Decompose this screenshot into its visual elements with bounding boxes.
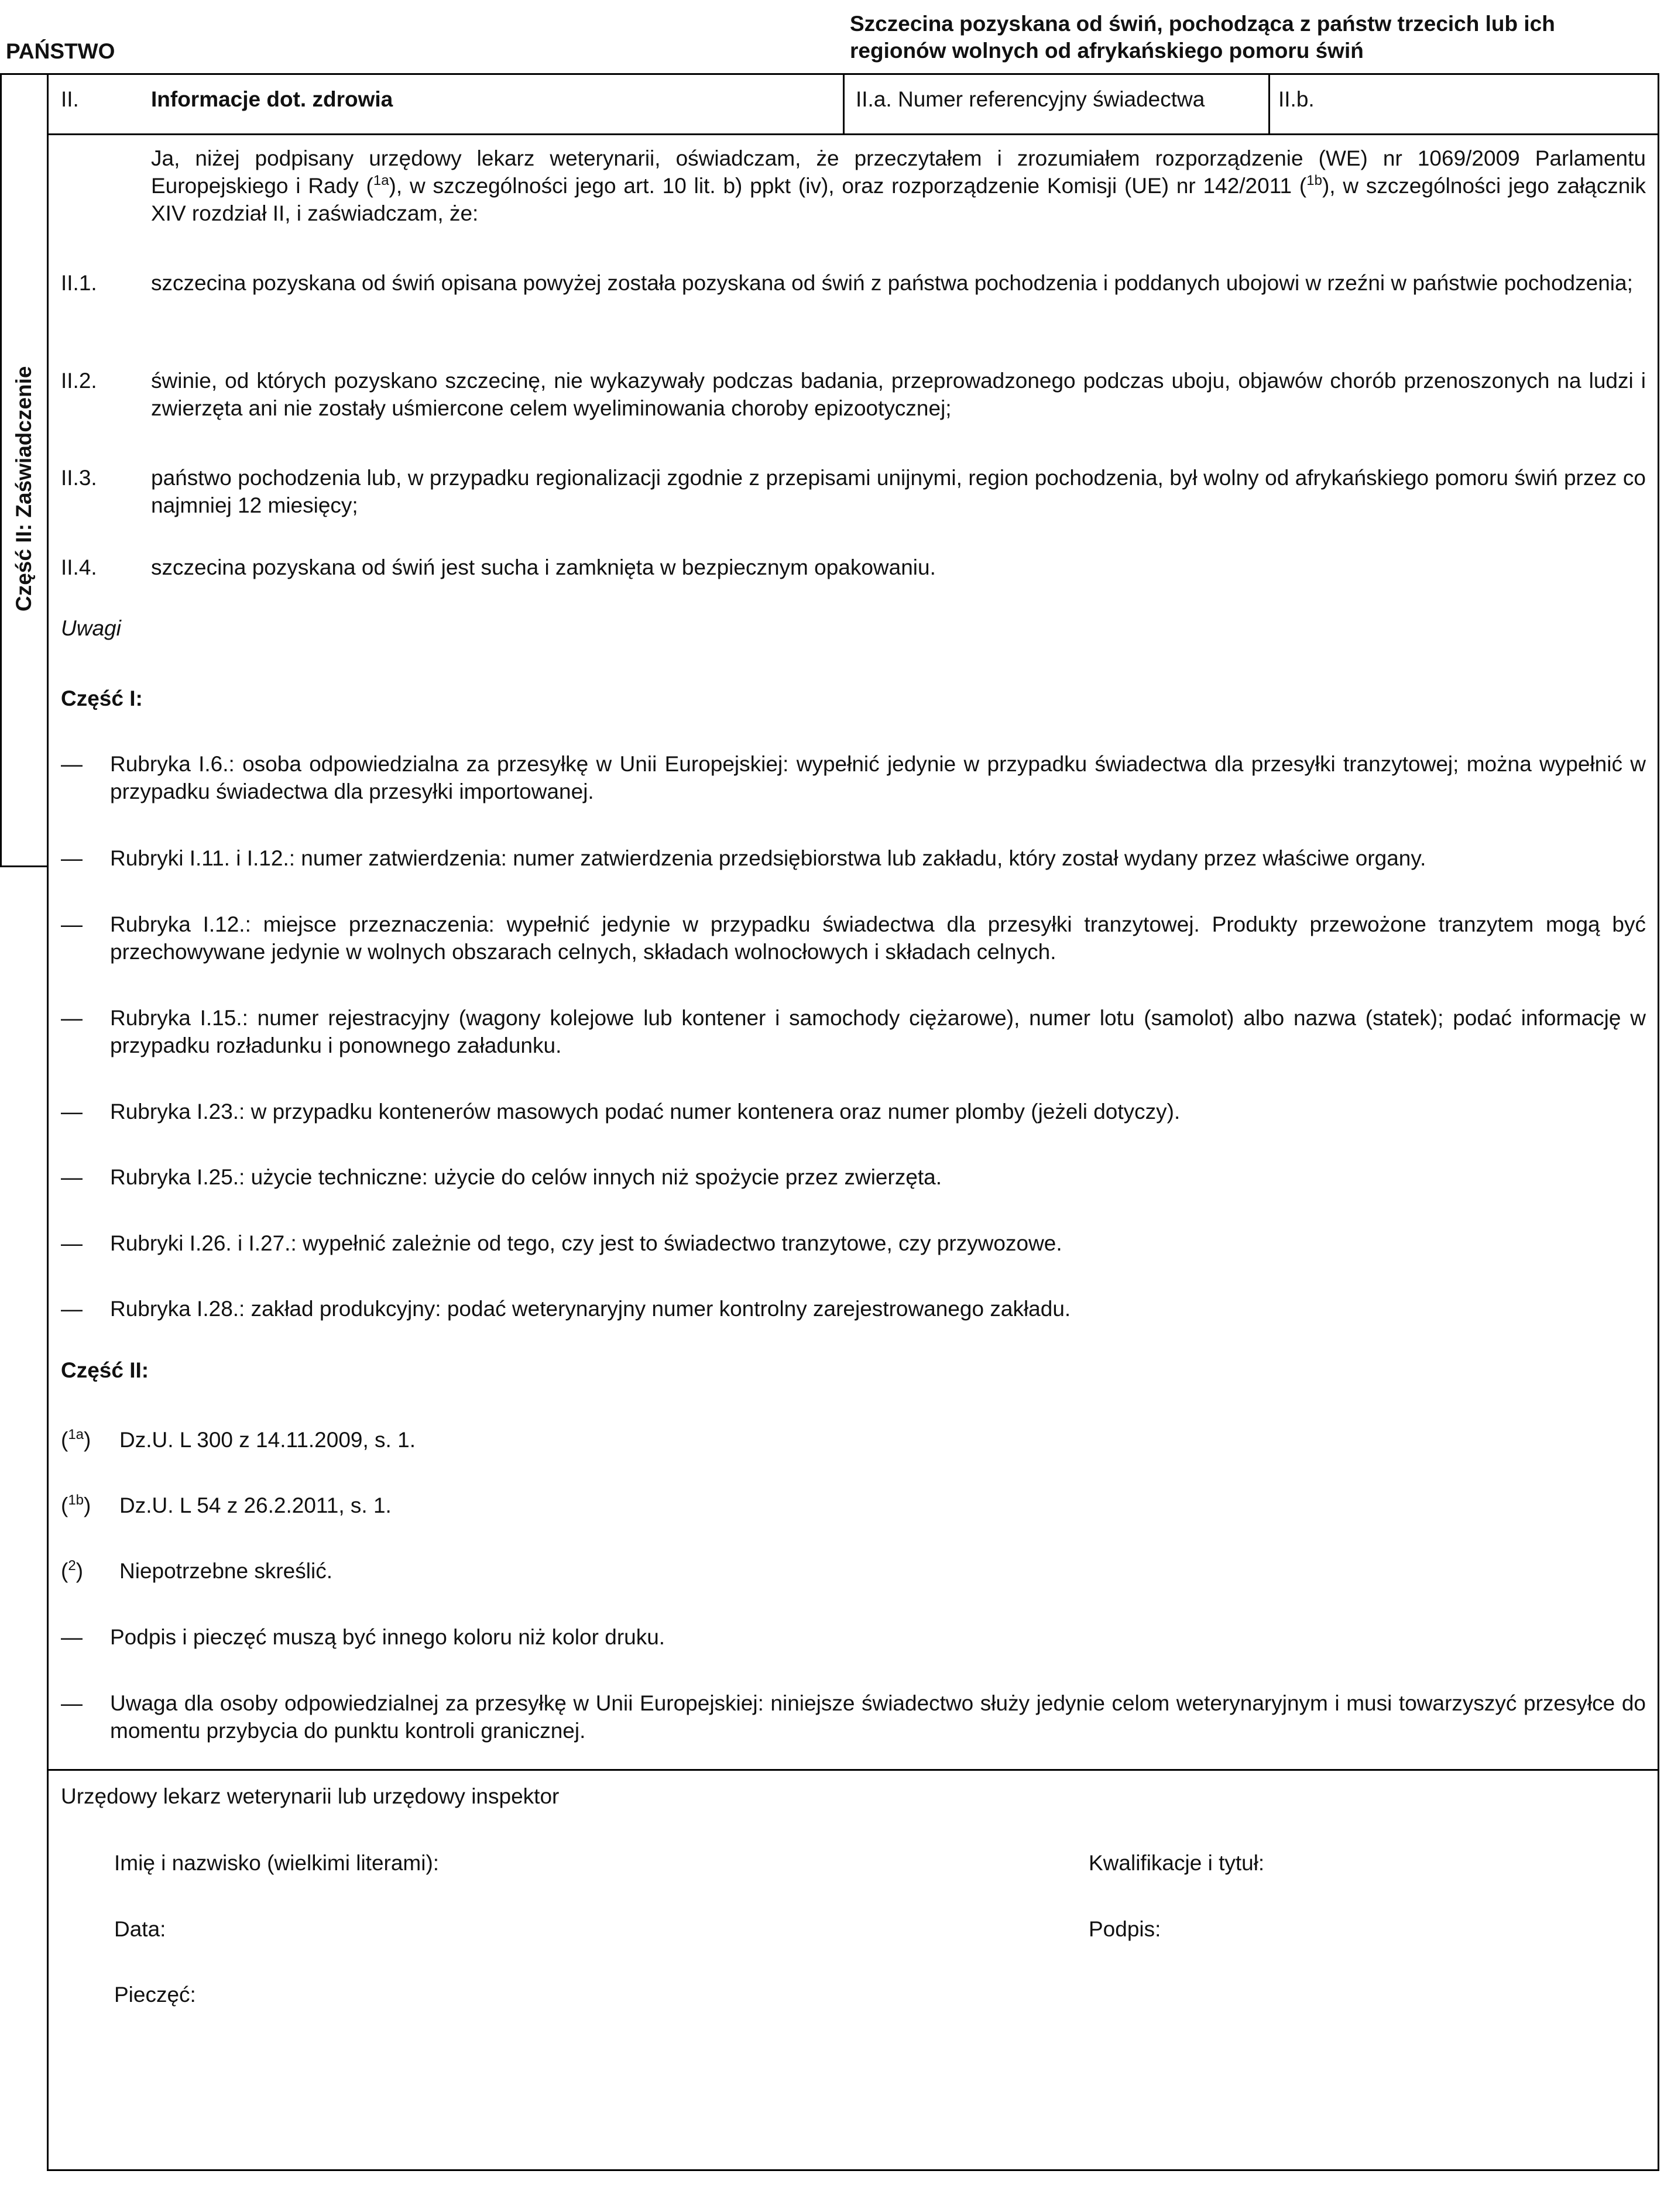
footnote-text: Dz.U. L 300 z 14.11.2009, s. 1. (119, 1428, 416, 1452)
note-item (61, 1004, 1646, 1063)
declaration-intro (151, 145, 1646, 227)
iib-label: II.b. (1278, 87, 1315, 111)
note-item (61, 750, 1646, 809)
footnote-marker: ($^2$) (61, 1558, 84, 1583)
note-text: Rubryka I.23.: w przypadku kontenerów masowych podać numer kontenera oraz numer plomby (jeżeli dotyczy). (110, 1100, 1181, 1124)
part2-heading: Część II: (61, 1358, 149, 1382)
inner-left-border (47, 73, 49, 2171)
item-number: II.3. (61, 466, 97, 490)
footnote-ref-1a: 1a (373, 173, 389, 188)
intro-text-2: ), w szczególności jego art. 10 lit. b) ppkt (iv), oraz rozporządzenie Komisji (UE) nr 142/2011 ( (389, 174, 1307, 198)
item-number: II.1. (61, 271, 97, 295)
commodity-title-line1: Szczecina pozyskana od świń, pochodząca z państw trzecich lub ich (850, 12, 1555, 36)
note-item (61, 1689, 1646, 1748)
commodity-title-line2: regionów wolnych od afrykańskiego pomoru świń (850, 39, 1364, 63)
note-item (61, 1295, 1646, 1324)
item-number: II.2. (61, 369, 97, 393)
dash-marker: — (61, 1625, 83, 1649)
signatory-title: Urzędowy lekarz weterynarii lub urzędowy inspektor (61, 1784, 560, 1808)
note-text: Podpis i pieczęć muszą być innego koloru niż kolor druku. (110, 1625, 665, 1649)
intro-text-1: Ja, niżej podpisany urzędowy lekarz weterynarii, oświadczam, że przeczytałem i zrozumiałem rozporządzenie (WE) nr 1069/2009 Parlamentu Europejskiego i Rady ( (151, 146, 1646, 198)
note-text: Rubryka I.12.: miejsce przeznaczenia: wypełnić jedynie w przypadku świadectwa dla przesyłki tranzytowej. Produkty przewożone tranzytem mogą być przechowywane jedynie w wolnych obszarach celnych, składach wolnocłowych i składach celnych. (110, 912, 1646, 964)
outer-left-border (0, 73, 2, 867)
note-item (61, 1229, 1646, 1259)
dash-marker: — (61, 1006, 83, 1030)
part1-heading: Część I: (61, 686, 143, 710)
dash-marker: — (61, 1691, 83, 1715)
note-text: Rubryka I.15.: numer rejestracyjny (wagony kolejowe lub kontener i samochody ciężarowe), numer lotu (samolot) albo nazwa (statek); podać informację w przypadku rozładunku i ponownego załadunku. (110, 1006, 1646, 1057)
stamp-field-label: Pieczęć: (114, 1983, 196, 2007)
sidebar-label: Część II: Zaświadczenie (12, 366, 36, 612)
note-text: Uwaga dla osoby odpowiedzialnej za przesyłkę w Unii Europejskiej: niniejsze świadectwo służy jedynie celom weterynaryjnym i musi towarzyszyć przesyłce do momentu przybycia do punktu kontroli granicznej. (110, 1691, 1646, 1743)
top-border (0, 73, 1659, 75)
note-text: Rubryka I.6.: osoba odpowiedzialna za przesyłkę w Unii Europejskiej: wypełnić jedynie w przypadku świadectwa dla przesyłki tranzytowej; można wypełnić w przypadku świadectwa dla przesyłki importowanej. (110, 752, 1646, 803)
item-number: II.4. (61, 555, 97, 579)
note-item (61, 1163, 1646, 1193)
right-border (1658, 73, 1659, 2171)
sidebar-bottom-border (0, 865, 48, 867)
footnote-text: Dz.U. L 54 z 26.2.2011, s. 1. (119, 1493, 392, 1517)
iib-cell-divider (1268, 73, 1270, 135)
dash-marker: — (61, 1231, 83, 1255)
dash-marker: — (61, 846, 83, 870)
certificate-reference-label: II.a. Numer referencyjny świadectwa (856, 87, 1205, 111)
note-text: Rubryki I.26. i I.27.: wypełnić zależnie od tego, czy jest to świadectwo tranzytowe, czy przywozowe. (110, 1231, 1062, 1255)
note-item (61, 844, 1646, 874)
footnote-marker: ($^{1b}$) (61, 1492, 91, 1517)
footnote-text: Niepotrzebne skreślić. (119, 1559, 332, 1583)
dash-marker: — (61, 1297, 83, 1321)
dash-marker: — (61, 912, 83, 936)
note-item (61, 1623, 1646, 1653)
qualification-field-label: Kwalifikacje i tytuł: (1089, 1851, 1265, 1875)
note-text: Rubryka I.25.: użycie techniczne: użycie do celów innych niż spożycie przez zwierzęta. (110, 1165, 942, 1189)
date-field-label: Data: (114, 1917, 166, 1941)
country-label: PAŃSTWO (6, 39, 115, 63)
signature-field-label: Podpis: (1089, 1917, 1161, 1941)
ref-cell-divider (843, 73, 845, 135)
note-item (61, 911, 1646, 969)
item-text: szczecina pozyskana od świń opisana powyżej została pozyskana od świń z państwa pochodzenia i poddanych ubojowi w rzeźni w państwie pochodzenia; (151, 271, 1633, 295)
footnote-marker: ($^{1a}$) (61, 1427, 91, 1452)
section-number: II. (61, 87, 79, 111)
signature-top-border (47, 1769, 1659, 1771)
name-field-label: Imię i nazwisko (wielkimi literami): (114, 1851, 440, 1875)
footnote-ref-1b: 1b (1306, 173, 1322, 188)
item-text: szczecina pozyskana od świń jest sucha i zamknięta w bezpiecznym opakowaniu. (151, 555, 936, 579)
notes-heading: Uwagi (61, 616, 121, 640)
section-title: Informacje dot. zdrowia (151, 87, 393, 111)
item-text: państwo pochodzenia lub, w przypadku regionalizacji zgodnie z przepisami unijnymi, region pochodzenia, był wolny od afrykańskiego pomoru świń przez co najmniej 12 miesięcy; (151, 466, 1646, 517)
section-row-bottom-border (47, 133, 1659, 135)
note-text: Rubryka I.28.: zakład produkcyjny: podać weterynaryjny numer kontrolny zarejestrowanego zakładu. (110, 1297, 1071, 1321)
dash-marker: — (61, 1100, 83, 1124)
note-text: Rubryki I.11. i I.12.: numer zatwierdzenia: numer zatwierdzenia przedsiębiorstwa lub zakładu, który został wydany przez właściwe organy. (110, 846, 1426, 870)
dash-marker: — (61, 1165, 83, 1189)
intro-text-3: ), w szczególności jego załącznik XIV rozdział II, i zaświadczam, że: (151, 174, 1646, 225)
bottom-border (47, 2169, 1659, 2171)
commodity-title (850, 11, 1555, 64)
dash-marker: — (61, 752, 83, 776)
item-text: świnie, od których pozyskano szczecinę, nie wykazywały podczas badania, przeprowadzonego podczas uboju, objawów chorób przenoszonych na ludzi i zwierzęta ani nie zostały uśmiercone celem wyeliminowania choroby epizootycznej; (151, 369, 1646, 420)
note-item (61, 1098, 1646, 1127)
